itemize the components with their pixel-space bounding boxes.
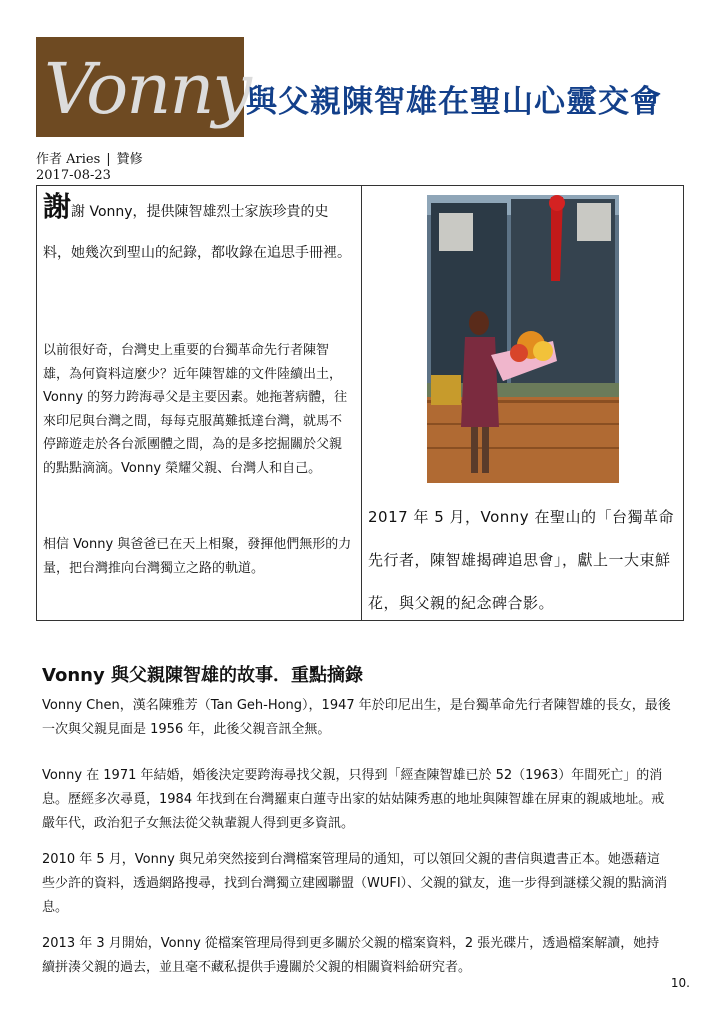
intro-text: 謝 Vonny，提供陳智雄烈士家族珍貴的史料，她幾次到聖山的紀錄，都收錄在追思手冊裡。 bbox=[43, 204, 351, 261]
story-paragraph: 2013 年 3 月開始，Vonny 從檔案管理局得到更多關於父親的檔案資料，2 張光碟片，透過檔案解讀，她持續拼湊父親的過去，並且毫不藏私提供手邊關於父親的相關資料給研究者。 bbox=[42, 936, 660, 975]
box-paragraph-2: 相信 Vonny 與爸爸已在天上相聚，發揮他們無形的力量，把台灣推向台灣獨立之路的軌道。 bbox=[43, 537, 352, 576]
column-divider bbox=[361, 186, 362, 620]
section-title: Vonny 與父親陳智雄的故事．重點摘錄 bbox=[42, 665, 363, 686]
intro-paragraph bbox=[43, 192, 353, 274]
author-role: 贊修 bbox=[116, 152, 143, 167]
vonny-logo bbox=[36, 37, 250, 137]
byline-separator: | bbox=[106, 152, 111, 167]
drop-cap: 謝 bbox=[43, 190, 72, 223]
logo-text: Vonny bbox=[44, 48, 250, 130]
box-paragraph-1: 以前很好奇，台灣史上重要的台獨革命先行者陳智雄，為何資料這麼少？近年陳智雄的文件陸續出土，Vonny 的努力跨海尋父是主要因素。她拖著病體，往來印尼與台灣之間，每每克服萬難抵達台灣，就馬不停蹄遊走於各台派團體之間，為的是多挖掘關於父親的點點滴滴。Vonny 榮耀父親、台灣人和自己。 bbox=[43, 343, 348, 476]
author-label: 作者 Aries bbox=[36, 152, 101, 167]
page-title: 與父親陳智雄在聖山心靈交會 bbox=[246, 84, 662, 120]
feature-box bbox=[36, 185, 684, 621]
page-number: 10. bbox=[670, 976, 690, 990]
photo-caption: 2017 年 5 月，Vonny 在聖山的「台獨革命先行者，陳智雄揭碑追思會」，獻上一大束鮮花，與父親的紀念碑合影。 bbox=[368, 508, 674, 612]
photo-illustration bbox=[427, 195, 619, 483]
story-paragraph: Vonny Chen，漢名陳雅芳（Tan Geh-Hong），1947 年於印尼出生，是台獨革命先行者陳智雄的長女，最後一次與父親見面是 1956 年，此後父親音訊全無。 bbox=[42, 698, 671, 737]
byline bbox=[36, 148, 143, 167]
publish-date: 2017-08-23 bbox=[36, 168, 111, 183]
story-paragraph: 2010 年 5 月，Vonny 與兄弟突然接到台灣檔案管理局的通知，可以領回父親的書信與遺書正本。她憑藉這些少許的資料，透過網路搜尋，找到台灣獨立建國聯盟（WUFI）、父親的獄友，進一步得到謎樣父親的點滴消息。 bbox=[42, 852, 668, 915]
memorial-photo bbox=[427, 195, 619, 483]
story-paragraph: Vonny 在 1971 年結婚，婚後決定要跨海尋找父親，只得到「經查陳智雄已於 52（1963）年間死亡」的消息。歷經多次尋覓，1984 年找到在台灣羅東白蓮寺出家的姑姑陳秀惠的地址與陳智雄在屏東的親戚地址。戒嚴年代，政治犯子女無法從父執輩親人得到更多資訊。 bbox=[42, 768, 665, 831]
